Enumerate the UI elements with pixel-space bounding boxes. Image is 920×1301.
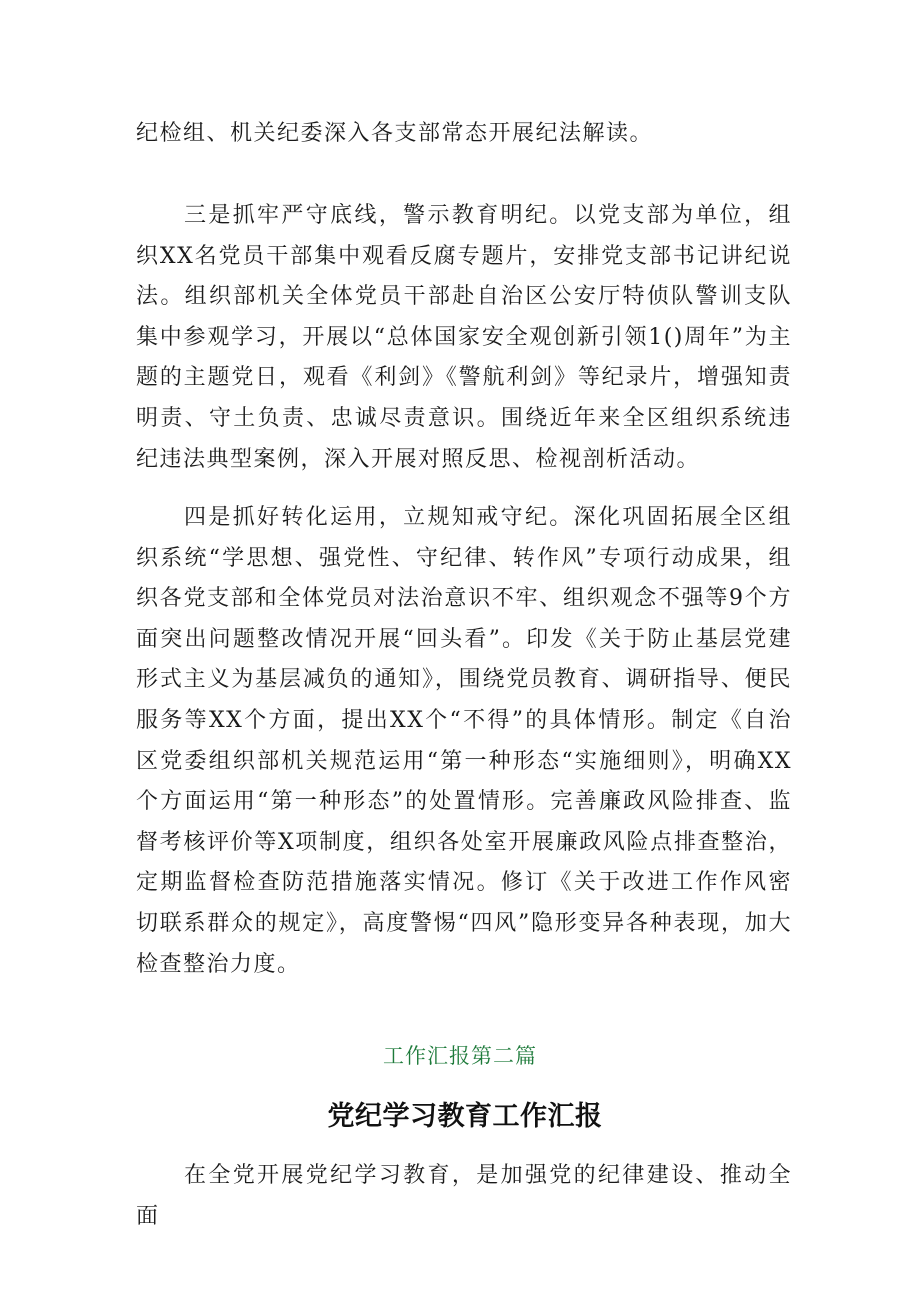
paragraph-five: 在全党开展党纪学习教育，是加强党的纪律建设、推动全面 <box>136 1163 792 1229</box>
section-label: 工作汇报第二篇 <box>383 1044 537 1068</box>
document-title: 党纪学习教育工作汇报 <box>327 1101 603 1132</box>
paragraph-continuation: 纪检组、机关纪委深入各支部常态开展纪法解读。 <box>136 121 654 146</box>
paragraph-four: 四是抓好转化运用，立规知戒守纪。深化巩固拓展全区组织系统“学思想、强党性、守纪律、转作风”专项行动成果，组织各党支部和全体党员对法治意识不牢、组织观念不强等9个方面突出问题整改情况开展“回头看”。印发《关于防止基层党建形式主义为基层减负的通知》，围绕党员教育、调研指导、便民服务等XX个方面，提出XX个“不得”的具体情形。制定《自治区党委组织部机关规范运用“第一种形态“实施细则》，明确XX个方面运用“第一种形态”的处置情形。完善廉政风险排查、监督考核评价等X项制度，组织各处室开展廉政风险点排查整治，定期监督检查防范措施落实情况。修订《关于改进工作作风密切联系群众的规定》，高度警惕“四风”隐形变异各种表现，加大检查整治力度。 <box>136 505 792 977</box>
paragraph-three: 三是抓牢严守底线，警示教育明纪。以党支部为单位，组织XX名党员干部集中观看反腐专题片，安排党支部书记讲纪说法。组织部机关全体党员干部赴自治区公安厅特侦队警训支队集中参观学习，开展以“总体国家安全观创新引领1()周年”为主题的主题党日，观看《利剑》《警航利剑》等纪录片，增强知责明责、守土负责、忠诚尽责意识。围绕近年来全区组织系统违纪违法典型案例，深入开展对照反思、检视剖析活动。 <box>136 203 792 472</box>
